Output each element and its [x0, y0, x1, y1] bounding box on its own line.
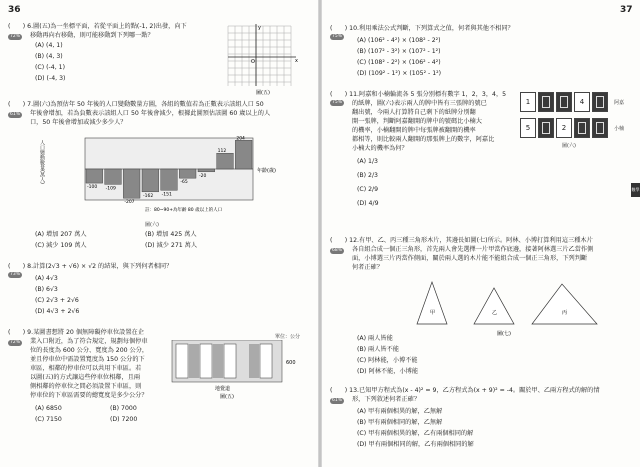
- question-6-option-c[interactable]: (C) (-4, 1): [35, 64, 65, 71]
- side-tab: 數學: [631, 183, 640, 197]
- card-bottom-1: 5: [520, 118, 536, 138]
- question-12-option-b[interactable]: (B) 兩人皆不能: [357, 346, 399, 353]
- bar-60~70: [198, 169, 215, 172]
- question-9-stem-line4: 並且停車位中需設置寬度為 150 公分的下: [30, 356, 145, 363]
- bar-value-label-80~90+: 204: [236, 136, 245, 142]
- page-number-left: 36: [8, 5, 21, 15]
- question-8-option-a[interactable]: (A) 4√3: [35, 275, 58, 282]
- question-9-stem-line7: 側相鄰的停車位之間必須設置下車區，則: [30, 383, 142, 390]
- question-13-badge: 61%: [331, 398, 342, 403]
- parking-dim-600: 600: [286, 360, 296, 366]
- card-top-back-2: [556, 92, 572, 112]
- question-11-option-d[interactable]: (D) 4/9: [357, 200, 379, 207]
- question-10-number: 10.: [349, 25, 360, 32]
- question-7-stem-line1: 圖(六)為預估年 50 年後的人口變動數量方圖，各組的數值若為正數表示該組人口 50: [33, 101, 264, 108]
- question-7-badge: 61%: [9, 112, 20, 117]
- question-13-option-b[interactable]: (B) 甲有兩個相同的解，乙無解: [357, 419, 443, 426]
- question-13-stem: ( ) 13.已知甲方程式為(x - 4)² = 9，乙方程式為(x + 9)² = -4。關於甲、乙兩方程式的解的情 形，下列敘述何者正確？: [330, 387, 600, 403]
- question-8-number: 8.: [27, 263, 34, 270]
- question-6-stem: ( ) 6.圖(五)為一坐標平面，若從平面上的點(-1, 2)出發，向下 移動再向右移動，則可能移動到下列哪一點？: [8, 23, 187, 39]
- bar-value-label-30~40: -162: [143, 193, 154, 199]
- bar-value-label-70~80: 112: [217, 149, 227, 155]
- question-12-badge: 68%: [331, 248, 342, 253]
- question-9-option-a[interactable]: (A) 6850: [35, 405, 62, 412]
- question-12-stem-line3: 面，小博選三片丙當作側面，關於兩人選的木片能不能組合成一個正三角形，下列判斷: [352, 255, 588, 262]
- question-8-badge: 73%: [9, 272, 20, 277]
- card-label-a: 阿嘉: [614, 100, 625, 106]
- parking-figure-caption: 圖(五): [220, 394, 234, 400]
- question-7-option-c[interactable]: (C) 減少 109 萬人: [35, 242, 87, 249]
- chart-legend-note: 註：80~90+為年齡 80 歲以上的人口: [145, 208, 223, 213]
- bar-50~60: [179, 169, 196, 178]
- question-7-option-b[interactable]: (B) 增加 425 萬人: [145, 231, 197, 238]
- right-page: [322, 0, 640, 467]
- bar-70~80: [217, 153, 234, 169]
- bar-0~10: [86, 169, 103, 183]
- parking-figure: [170, 340, 300, 400]
- question-13-option-d[interactable]: (D) 甲有兩個相同的解，乙有兩個相同的解: [357, 441, 474, 448]
- origin-label: O: [251, 59, 255, 65]
- question-8-stem-line1: 計算(2√3 + √6) × √2 的結果，與下列何者相同？: [33, 263, 173, 270]
- question-7-stem-line3: 口，50 年後會增加或減少多少人？: [30, 119, 127, 126]
- figure-6-caption: 圖(六): [145, 222, 159, 228]
- question-6-option-b[interactable]: (B) (4, 3): [35, 53, 63, 60]
- card-bottom-back-3: [592, 118, 608, 138]
- x-axis-label: x: [295, 58, 298, 64]
- question-9-badge: 72%: [9, 340, 20, 345]
- question-9-option-d[interactable]: (D) 7200: [110, 416, 138, 423]
- bar-value-label-40~50: -151: [161, 192, 172, 198]
- question-8-option-b[interactable]: (B) 6√3: [35, 286, 58, 293]
- triangle-jia-label: 甲: [430, 310, 436, 316]
- question-8-option-d[interactable]: (D) 4√3 + 2√6: [35, 308, 80, 315]
- question-13-option-a[interactable]: (A) 甲有兩個相異的解，乙無解: [357, 408, 443, 415]
- question-11-stem-line4: 開一張牌，判斷阿嘉翻開的牌中的號碼比小楠大: [352, 118, 482, 125]
- question-7-stem-line2: 年後會增加，若為負數表示該組人口 50 年後會減少，根據此圖預估該圖 60 歲以上的人: [30, 110, 271, 117]
- page-number-right: 37: [620, 5, 633, 15]
- bar-30~40: [142, 169, 159, 192]
- question-9-stem-line1: 某圖書想將 20 個無障礙停車位設置在企: [33, 329, 144, 336]
- bar-value-label-60~70: -20: [199, 173, 207, 179]
- question-7-option-a[interactable]: (A) 增加 207 萬人: [35, 231, 87, 238]
- question-13-option-c[interactable]: (C) 甲有兩個相異的解，乙有兩個相同的解: [357, 430, 474, 437]
- figure-7-caption: 圖(七): [497, 331, 511, 337]
- question-10-option-a[interactable]: (A) (106² - 4²) × (108² - 2²): [357, 37, 441, 44]
- question-13-stem-line2: 形，下列敘述何者正確？: [352, 396, 421, 403]
- question-10-stem-line1: 利用乘法公式判斷，下列算式之值，何者與其他不相同？: [359, 25, 514, 32]
- question-11-option-a[interactable]: (A) 1/3: [357, 158, 378, 165]
- question-11-stem-line7: 小楠大的機率為何？: [352, 145, 408, 152]
- question-6-option-d[interactable]: (D) (-4, 3): [35, 75, 66, 82]
- question-9-option-b[interactable]: (B) 7000: [110, 405, 137, 412]
- question-8-stem: ( ) 8.計算(2√3 + √6) × √2 的結果，與下列何者相同？: [8, 263, 173, 270]
- question-12-stem-line1: 有甲、乙、丙三種三角形木片，其邊長如圖(七)所示。阿林、小博打算利用這三種木片: [359, 237, 593, 244]
- question-11-number: 11.: [349, 91, 360, 98]
- question-9-stem-line3: 位的長度為 600 公分、寬度為 200 公分，: [30, 347, 149, 354]
- question-11-badge: 75%: [331, 100, 342, 105]
- question-12-option-a[interactable]: (A) 兩人皆能: [357, 335, 393, 342]
- question-8-option-c[interactable]: (C) 2√3 + 2√6: [35, 297, 79, 304]
- question-10-option-b[interactable]: (B) (107² - 3²) × (107² - 1²): [357, 48, 441, 55]
- question-7-stem: ( ) 7.圖(六)為預估年 50 年後的人口變動數量方圖，各組的數值若為正數表示該組人口 50 年後會增加，若為負數表示該組人口 50 年後會減少，根據此圖預估該圖 60 歲以上的人 口，50 年後會增加或減少多少人？: [8, 101, 271, 126]
- question-12-option-d[interactable]: (D) 阿林不能，小博能: [357, 368, 419, 375]
- figure-5-caption: 圖(五): [256, 90, 270, 96]
- bar-value-label-50~60: -65: [180, 180, 188, 186]
- bar-20~30: [123, 169, 140, 198]
- question-6-stem-line2: 移動再向右移動，則可能移動到下列哪一點？: [30, 32, 154, 39]
- question-10-badge: 75%: [331, 34, 342, 39]
- card-label-b: 小楠: [614, 126, 625, 132]
- question-9-stem-line6: 以圖(五)的方式讓這些停車位相鄰，且兩: [30, 374, 141, 381]
- bar-10~20: [105, 169, 122, 184]
- question-6-stem-line1: 圖(五)為一坐標平面，若從平面上的點(-1, 2)出發，向下: [33, 23, 187, 30]
- parking-road-label: 地覺道: [215, 386, 231, 392]
- bar-40~50: [161, 169, 178, 190]
- card-top-back-1: [538, 92, 554, 112]
- question-9-stem-line8: 停車位的下車區需要的總寬度是多少公分？: [30, 392, 148, 399]
- question-11-option-b[interactable]: (B) 2/3: [357, 172, 378, 179]
- bar-value-label-0~10: -100: [87, 185, 98, 191]
- question-11-stem-line5: 的機率，小楠翻開的牌中每張牌被翻開的機率: [352, 127, 476, 134]
- question-11-stem-line6: 都相等，則比較兩人翻開的那張牌上的數字，阿嘉比: [352, 136, 495, 143]
- chart-x-axis-label: 年齡(歲): [257, 168, 276, 174]
- question-12-number: 12.: [349, 237, 360, 244]
- question-11-stem-line1: 阿嘉和小楠輪流各 5 張分別標有數字 1，2，3，4，5: [359, 91, 507, 98]
- left-page: [0, 0, 318, 467]
- question-6-badge: 72%: [9, 34, 20, 39]
- question-13-stem-line1: 已知甲方程式為(x - 4)² = 9，乙方程式為(x + 9)² = -4。關於甲、乙兩方程式的解的情: [359, 387, 600, 394]
- card-top-1: 1: [520, 92, 536, 112]
- coordinate-grid-figure: [226, 24, 300, 96]
- question-11-stem: ( ) 11.阿嘉和小楠輪流各 5 張分別標有數字 1，2，3，4，5 的紙牌，圖(六)表示兩人的牌中皆有三張牌的號已 翻出號，今兩人打算將自己剩下的紙牌分別翻 開一張牌，判斷阿嘉翻開的牌中的號碼比小楠大 的機率，小楠翻開的牌中每張牌被翻開的機率 都相等，則比較兩人翻開的那張牌上的數字，阿嘉比 小楠大的機率為何？: [330, 91, 507, 152]
- parking-unit-label: 單位：公分: [275, 334, 301, 340]
- question-7-number: 7.: [27, 101, 34, 108]
- card-bottom-back-2: [574, 118, 590, 138]
- question-10-option-c[interactable]: (C) (108² - 2²) × (106² - 4²): [357, 59, 441, 66]
- question-6-option-a[interactable]: (A) (4, 1): [35, 42, 63, 49]
- question-12-stem-line2: 各自組合成一個正三角形，首先兩人會先選擇一片甲當作底邊，接著阿林選三片乙當作側: [352, 246, 594, 253]
- question-13-number: 13.: [349, 387, 360, 394]
- question-9-number: 9.: [27, 329, 34, 336]
- y-axis-label: y: [258, 25, 261, 31]
- card-bottom-2: 2: [556, 118, 572, 138]
- question-11-stem-line2: 的紙牌，圖(六)表示兩人的牌中皆有三張牌的號已: [352, 100, 487, 107]
- population-bar-chart: [45, 136, 295, 218]
- question-11-stem-line3: 翻出號，今兩人打算將自己剩下的紙牌分別翻: [352, 109, 476, 116]
- triangle-pieces-figure: [412, 276, 602, 338]
- bar-80~90+: [235, 140, 252, 169]
- question-9-option-c[interactable]: (C) 7150: [35, 416, 62, 423]
- bar-value-label-10~20: -109: [105, 186, 116, 192]
- card-top-2: 4: [574, 92, 590, 112]
- triangle-bing-label: 丙: [562, 310, 568, 316]
- card-bottom-back-1: [538, 118, 554, 138]
- question-7-option-d[interactable]: (D) 減少 271 萬人: [145, 242, 198, 249]
- question-12-stem: ( ) 12.有甲、乙、丙三種三角形木片，其邊長如圖(七)所示。阿林、小博打算利用這三種木片 各自組合成一個正三角形，首先兩人會先選擇一片甲當作底邊，接著阿林選三片乙當作側 面，小博選三片丙當作側面，關於兩人選的木片能不能組合成一個正三角形，下列判斷 何者正確？: [330, 237, 594, 271]
- question-9-stem-line5: 車區，相鄰的停車位可以共用下車區。若: [30, 365, 142, 372]
- card-top-back-3: [592, 92, 608, 112]
- question-9-stem: ( ) 9.某圖書想將 20 個無障礙停車位設置在企 業入口附近，為了符合規定，規劃每個停車 位的長度為 600 公分、寬度為 200 公分， 並且停車位中需設置寬度為 150 公分的下 車區，相鄰的停車位可以共用下車區。若 以圖(五)的方式讓這些停車位相鄰，且兩 側相鄰的停車位之間必須設置下車區，則 停車位的下車區需要的總寬度是多少公分？: [8, 329, 149, 399]
- question-10-option-d[interactable]: (D) (109² - 1²) × (105² - 1²): [357, 70, 442, 77]
- question-6-number: 6.: [27, 23, 34, 30]
- figure-6-cards-caption: 圖(六): [562, 143, 576, 149]
- question-12-option-c[interactable]: (C) 阿林能，小博不能: [357, 357, 418, 364]
- question-10-stem: ( ) 10.利用乘法公式判斷，下列算式之值，何者與其他不相同？: [330, 25, 514, 32]
- question-12-stem-line4: 何者正確？: [352, 264, 383, 271]
- triangle-yi-label: 乙: [492, 310, 498, 316]
- chart-y-axis-label: 人口變動數量(萬人): [39, 140, 45, 184]
- question-9-stem-line2: 業入口附近，為了符合規定，規劃每個停車: [30, 338, 148, 345]
- question-11-option-c[interactable]: (C) 2/9: [357, 186, 379, 193]
- bar-value-label-20~30: -207: [124, 200, 135, 206]
